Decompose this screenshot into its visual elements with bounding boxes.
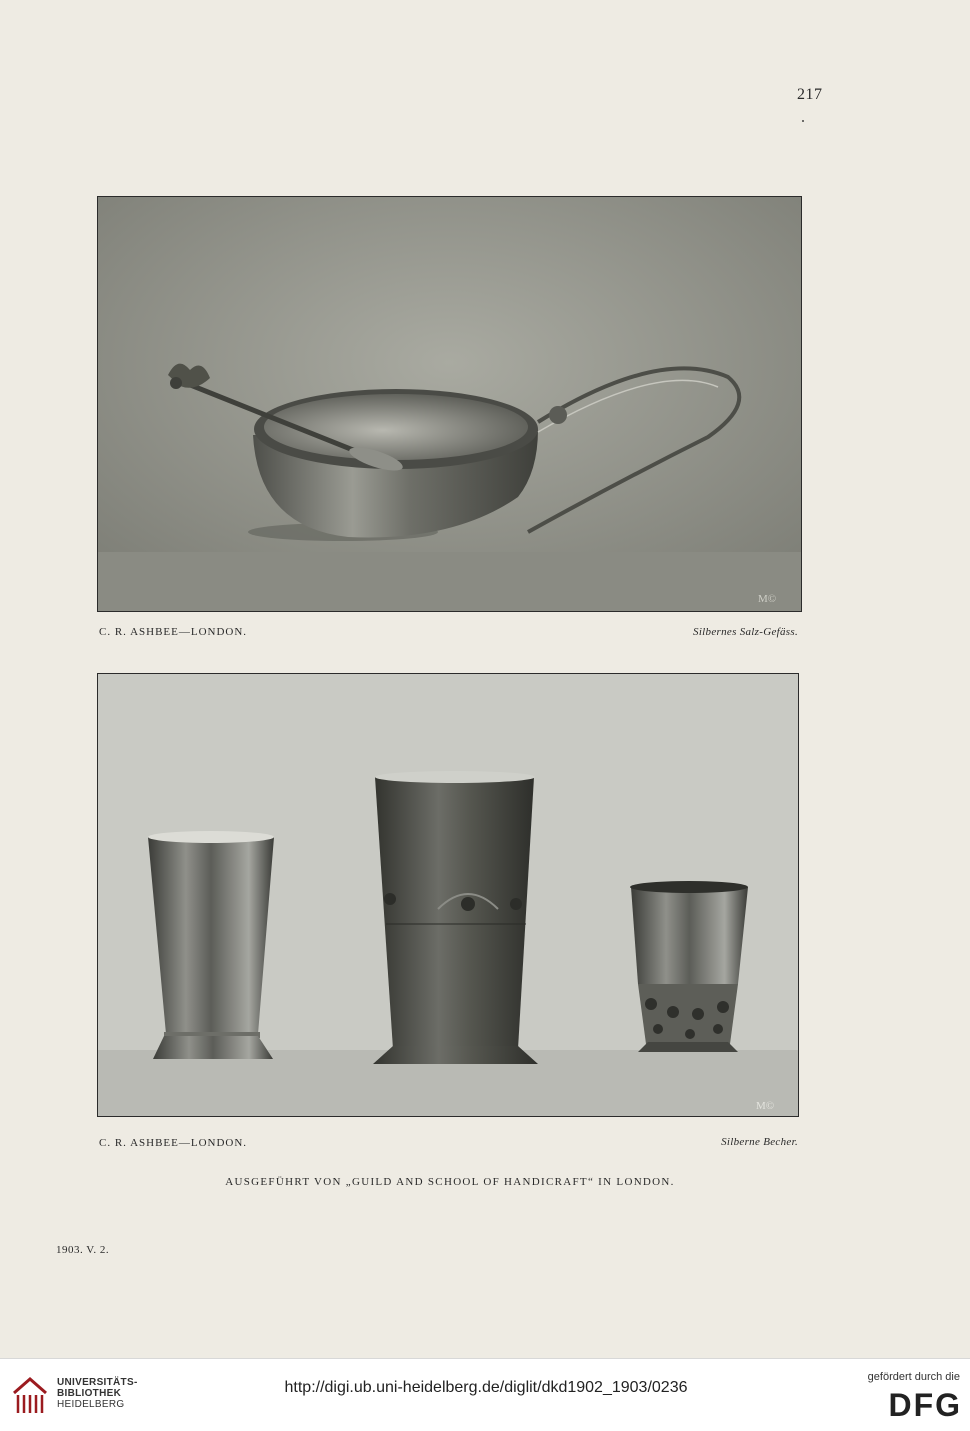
funded-by-label: gefördert durch die (867, 1371, 960, 1383)
top-plate-title-caption: Silbernes Salz-Gefäss. (693, 626, 798, 638)
library-name (57, 1377, 138, 1410)
bottom-plate-title-caption: Silberne Becher. (721, 1136, 798, 1148)
footer-bar (0, 1358, 970, 1431)
bottom-plate-artist-caption: C. R. ASHBEE—LONDON. (99, 1137, 248, 1149)
permalink-url[interactable]: http://digi.ub.uni-heidelberg.de/diglit/dkd1902_1903/0236 (284, 1379, 688, 1396)
top-plate-artist-caption: C. R. ASHBEE—LONDON. (99, 626, 248, 638)
execution-caption: AUSGEFÜHRT VON „GUILD AND SCHOOL OF HANDICRAFT“ IN LONDON. (225, 1176, 675, 1188)
volume-marker: 1903. V. 2. (56, 1244, 110, 1256)
svg-text:M©: M© (758, 593, 777, 605)
page-number: 217 (797, 86, 823, 103)
photo-silver-beakers (97, 673, 799, 1117)
library-line-1: UNIVERSITÄTS- (57, 1377, 138, 1388)
library-line-2: BIBLIOTHEK (57, 1388, 122, 1399)
svg-text:M©: M© (756, 1100, 775, 1112)
library-line-3: HEIDELBERG (57, 1399, 125, 1410)
dfg-logo: DFG (888, 1387, 962, 1423)
page-mark (802, 120, 804, 122)
photo-salt-vessel (97, 196, 802, 612)
library-logo-icon (10, 1373, 50, 1417)
